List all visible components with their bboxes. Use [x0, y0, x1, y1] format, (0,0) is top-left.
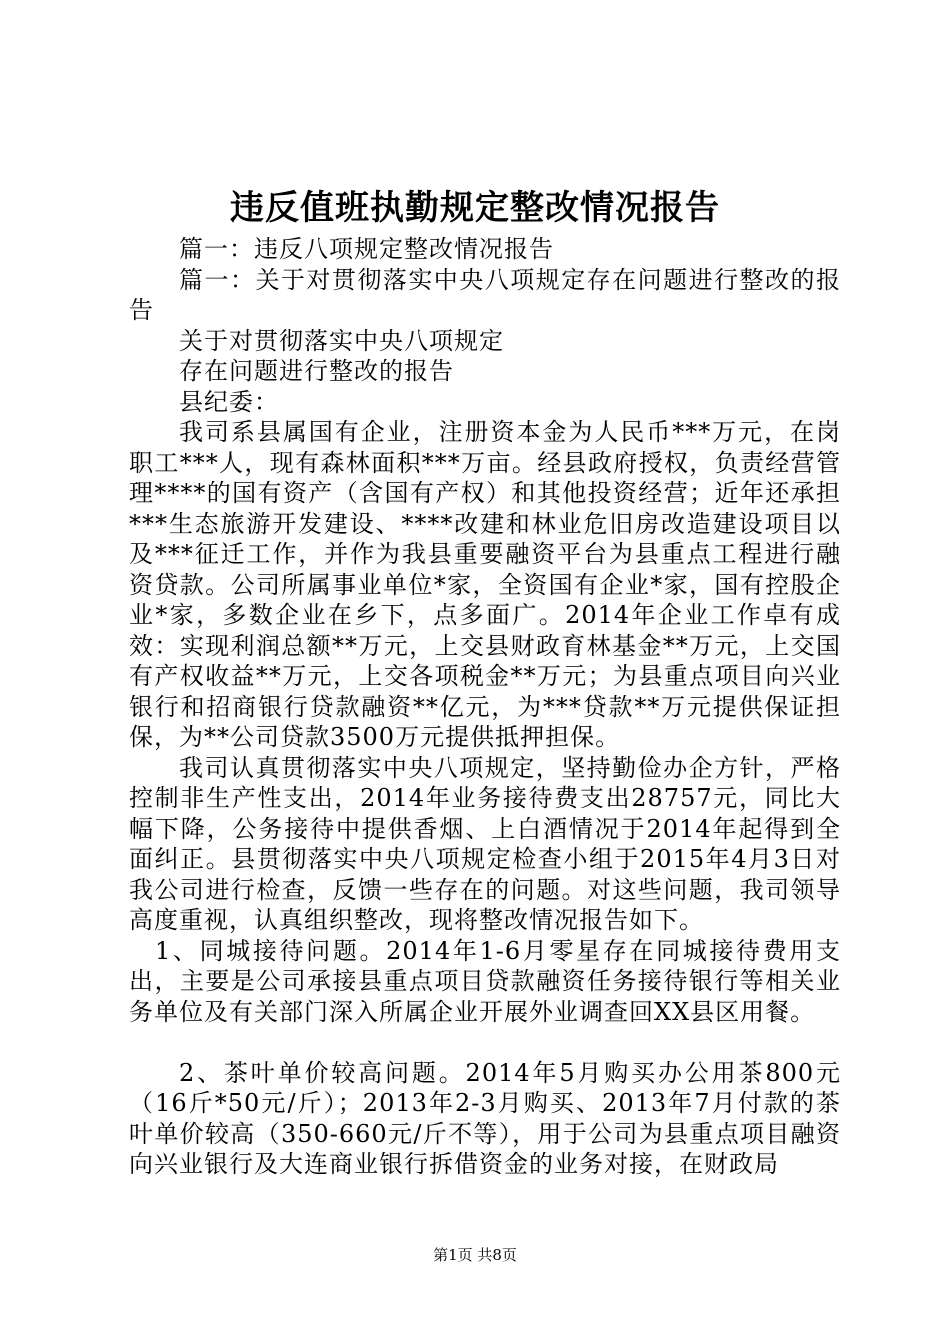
body-paragraph: 我司系县属国有企业，注册资本金为人民币***万元，在岗职工***人，现有森林面积***万亩。经县政府授权，负责经营管理****的国有资产（含国有产权）和其他投资经营；近年还承担***生态旅游开发建设、****改建和林业危旧房改造建设项目以及***征迁工作，并作为我县重要融资平台为县重点工程进行融资贷款。公司所属事业单位*家，全资国有企业*家，国有控股企业*家，多数企业在乡下，点多面广。2014年企业工作卓有成效：实现利润总额**万元，上交县财政育林基金**万元，上交国有产权收益**万元，上交各项税金**万元；为县重点项目向兴业银行和招商银行贷款融资**亿元，为***贷款**万元提供保证担保，为**公司贷款3500万元提供抵押担保。	[129, 418, 841, 751]
page-footer: 第1页 共8页	[433, 1246, 517, 1264]
body-paragraph: 1、同城接待问题。2014年1-6月零星存在同城接待费用支出，主要是公司承接县重点项目贷款融资任务接待银行等相关业务单位及有关部门深入所属企业开展外业调查回XX县区用餐。	[129, 936, 841, 1026]
addressee: 县纪委：	[179, 387, 279, 416]
document-title: 违反值班执勤规定整改情况报告	[230, 188, 720, 228]
report-title-line-1: 关于对贯彻落实中央八项规定	[179, 326, 504, 355]
report-title-line-2: 存在问题进行整改的报告	[179, 357, 454, 385]
body-paragraph: 2、茶叶单价较高问题。2014年5月购买办公用茶800元（16斤*50元/斤）；2013年2-3月购买、2013年7月付款的茶叶单价较高（350-660元/斤不等），用于公司为县重点项目融资向兴业银行及大连商业银行拆借资金的业务对接，在财政局	[129, 1058, 841, 1178]
subsection-heading: 篇一：关于对贯彻落实中央八项规定存在问题进行整改的报告	[129, 265, 841, 324]
body-paragraph: 我司认真贯彻落实中央八项规定，坚持勤俭办企方针，严格控制非生产性支出，2014年业务接待费支出28757元，同比大幅下降，公务接待中提供香烟、上白酒情况于2014年起得到全面纠正。县贯彻落实中央八项规定检查小组于2015年4月3日对我公司进行检查，反馈一些存在的问题。对这些问题，我司领导高度重视，认真组织整改，现将整改情况报告如下。	[129, 753, 841, 934]
paragraph-gap	[129, 1027, 841, 1058]
section-heading: 篇一：违反八项规定整改情况报告	[179, 235, 554, 263]
document-body	[129, 234, 841, 1180]
